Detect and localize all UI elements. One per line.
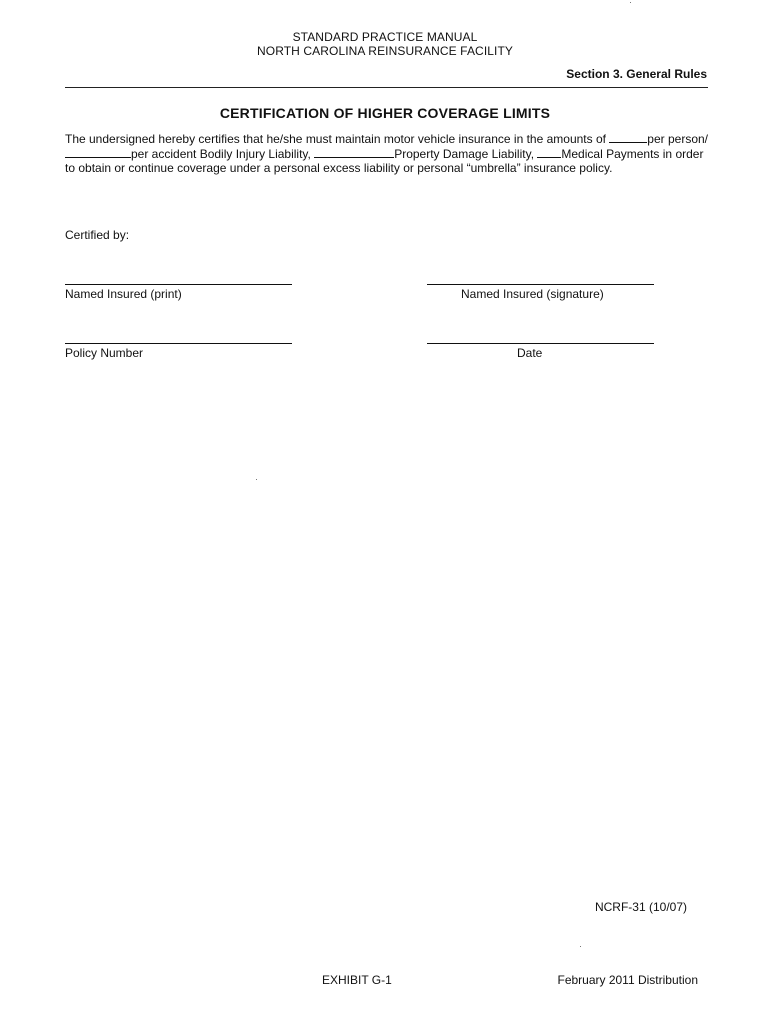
certified-by-label: Certified by: <box>65 228 130 242</box>
named-insured-print-label: Named Insured (print) <box>65 287 182 301</box>
distribution-date: February 2011 Distribution <box>557 973 698 987</box>
scan-speck <box>580 946 581 947</box>
property-damage-amount-blank[interactable] <box>314 146 394 158</box>
medical-payments-blank[interactable] <box>537 146 561 158</box>
statement-part-1: The undersigned hereby certifies that he/she must maintain motor vehicle insurance in the amounts of <box>65 132 610 146</box>
facility-name: NORTH CAROLINA REINSURANCE FACILITY <box>257 44 513 58</box>
named-insured-signature-line[interactable] <box>427 284 654 285</box>
per-person-amount-blank[interactable] <box>609 131 647 143</box>
scan-speck <box>630 2 631 3</box>
date-label: Date <box>517 346 543 360</box>
statement-part-4: Property Damage Liability, <box>394 147 538 161</box>
scan-speck <box>256 479 257 480</box>
date-line[interactable] <box>427 343 654 344</box>
named-insured-signature-label: Named Insured (signature) <box>461 287 604 301</box>
per-accident-amount-blank[interactable] <box>65 146 131 158</box>
policy-number-label: Policy Number <box>65 346 144 360</box>
form-title: CERTIFICATION OF HIGHER COVERAGE LIMITS <box>219 105 551 121</box>
statement-part-3: per accident Bodily Injury Liability, <box>131 147 315 161</box>
statement-part-2: per person/ <box>647 132 708 146</box>
statement-part-5: Medical Payments in order to obtain or continue coverage under a personal excess liability or personal “umbrella” insurance policy. <box>65 147 704 175</box>
header-divider <box>65 87 708 88</box>
form-id: NCRF-31 (10/07) <box>594 900 687 914</box>
named-insured-print-line[interactable] <box>65 284 292 285</box>
certification-statement <box>65 131 710 175</box>
exhibit-label: EXHIBIT G-1 <box>322 973 392 987</box>
policy-number-line[interactable] <box>65 343 292 344</box>
section-label: Section 3. General Rules <box>566 67 707 81</box>
manual-title: STANDARD PRACTICE MANUAL <box>292 30 478 44</box>
